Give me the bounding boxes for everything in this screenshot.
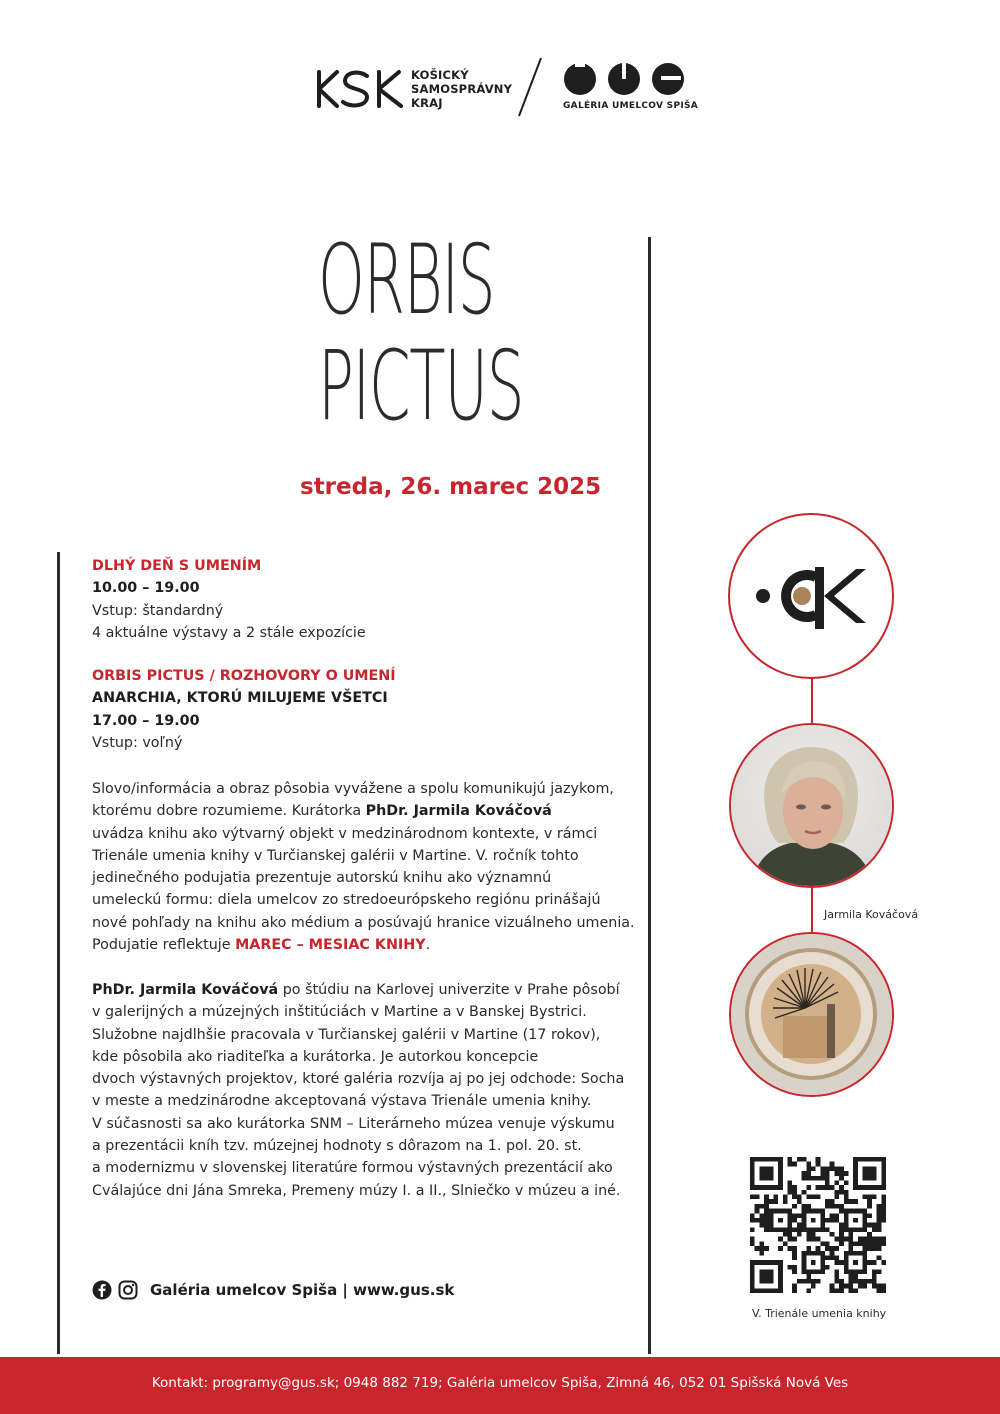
gallery-website[interactable]: Galéria umelcov Spiša | www.gus.sk [150,1281,455,1299]
event1-time: 10.00 – 19.00 [92,580,200,597]
title-pictus: PICTUS [318,330,524,442]
curator-portrait [729,723,894,888]
facebook-icon[interactable] [92,1280,112,1300]
title-orbis: ORBIS [318,224,495,336]
month-of-book-highlight: MAREC – MESIAC KNIHY [235,937,426,954]
text-line: umeleckú formu: diela umelcov zo stredoeurópskeho regiónu prinášajú [92,892,601,909]
book-artwork-photo [731,934,892,1095]
ksk-name: KOŠICKÝ SAMOSPRÁVNY KRAJ [411,68,513,110]
description-paragraph [92,778,635,956]
curator-name: PhDr. Jarmila Kováčová [365,803,552,820]
text-line: Trienále umenia knihy v Turčianskej galérii v Martine. V. ročník tohto [92,847,579,864]
text-line: kde pôsobila ako riaditeľka a kurátorka. Je autorkou koncepcie [92,1048,539,1065]
text-line: nové pohľady na knihu ako médium a posúvajú hranice vizuálneho umenia. [92,914,635,931]
event2-subheading: ANARCHIA, KTORÚ MILUJEME VŠETCI [92,690,388,707]
event-talk [92,665,612,754]
text-line: Služobne najdlhšie pracovala v Turčianskej galérii v Martine (17 rokov), [92,1026,601,1043]
gus-logo [563,62,685,96]
orbis-pictus-logo [730,515,892,677]
event2-time: 17.00 – 19.00 [92,712,200,729]
text-line: a prezentácii kníh tzv. múzejnej hodnoty s dôrazom na 1. pol. 20. st. [92,1138,582,1155]
text-line: V súčasnosti sa ako kurátorka SNM – Literárneho múzea venuje výskumu [92,1115,615,1132]
book-artwork-circle [729,932,894,1097]
social-links [92,1280,454,1300]
portrait-photo [731,725,892,886]
gus-name: GALÉRIA UMELCOV SPIŠA [563,101,699,111]
text-line: Podujatie reflektuje MAREC – MESIAC KNIHY. [92,937,431,954]
left-divider [57,552,60,1354]
event1-heading: DLHÝ DEŇ S UMENÍM [92,558,262,574]
center-divider [648,237,651,1354]
event-long-day [92,555,612,644]
curator-bio-paragraph [92,979,625,1202]
curator-name: PhDr. Jarmila Kováčová [92,982,279,998]
event2-heading: ORBIS PICTUS / ROZHOVORY O UMENÍ [92,668,396,684]
event2-entry: Vstup: voľný [92,734,183,751]
text-line: v galerijných a múzejných inštitúciách v Martine a v Banskej Bystrici. [92,1004,587,1021]
event-date: streda, 26. marec 2025 [300,474,602,500]
footer-contact: Kontakt: programy@gus.sk; 0948 882 719; Galéria umelcov Spiša, Zimná 46, 052 01 Spišská Nová Ves [151,1375,849,1391]
instagram-icon[interactable] [118,1280,138,1300]
text-line: ktorému dobre rozumieme. Kurátorka PhDr. Jarmila Kováčová [92,803,552,820]
event1-entry: Vstup: štandardný [92,602,224,619]
text-line: Slovo/informácia a obraz pôsobia vyvážene a spolu komunikujú jazykom, [92,781,614,797]
text-line: Cválajúce dni Jána Smreka, Premeny múzy I. a II., Slniečko v múzeu a iné. [92,1182,621,1199]
timeline-connector [811,888,813,932]
text-line: dvoch výstavných projektov, ktoré galéria rozvíja aj po jej odchode: Socha [92,1071,625,1088]
timeline-connector [811,679,813,723]
qr-caption: V. Trienále umenia knihy [752,1307,887,1320]
text-line: uvádza knihu ako výtvarný objekt v medzinárodnom kontexte, v rámci [92,825,598,842]
event1-note: 4 aktuálne výstavy a 2 stále expozície [92,624,366,641]
orbis-pictus-logo-circle [728,513,894,679]
text-line: jedinečného podujatia prezentuje autorskú knihu ako významnú [92,870,552,887]
text-line: a modernizmu v slovenskej literatúre formou výstavných prezentácií ako [92,1160,613,1177]
text-line: v meste a medzinárodne akceptovaná výstava Trienále umenia knihy. [92,1093,592,1110]
portrait-caption: Jarmila Kováčová [824,908,919,921]
text-line: PhDr. Jarmila Kováčová po štúdiu na Karlovej univerzite v Prahe pôsobí [92,982,620,998]
qr-code[interactable] [750,1157,886,1293]
logo-divider-slash [505,56,545,118]
ksk-logo [315,66,407,112]
